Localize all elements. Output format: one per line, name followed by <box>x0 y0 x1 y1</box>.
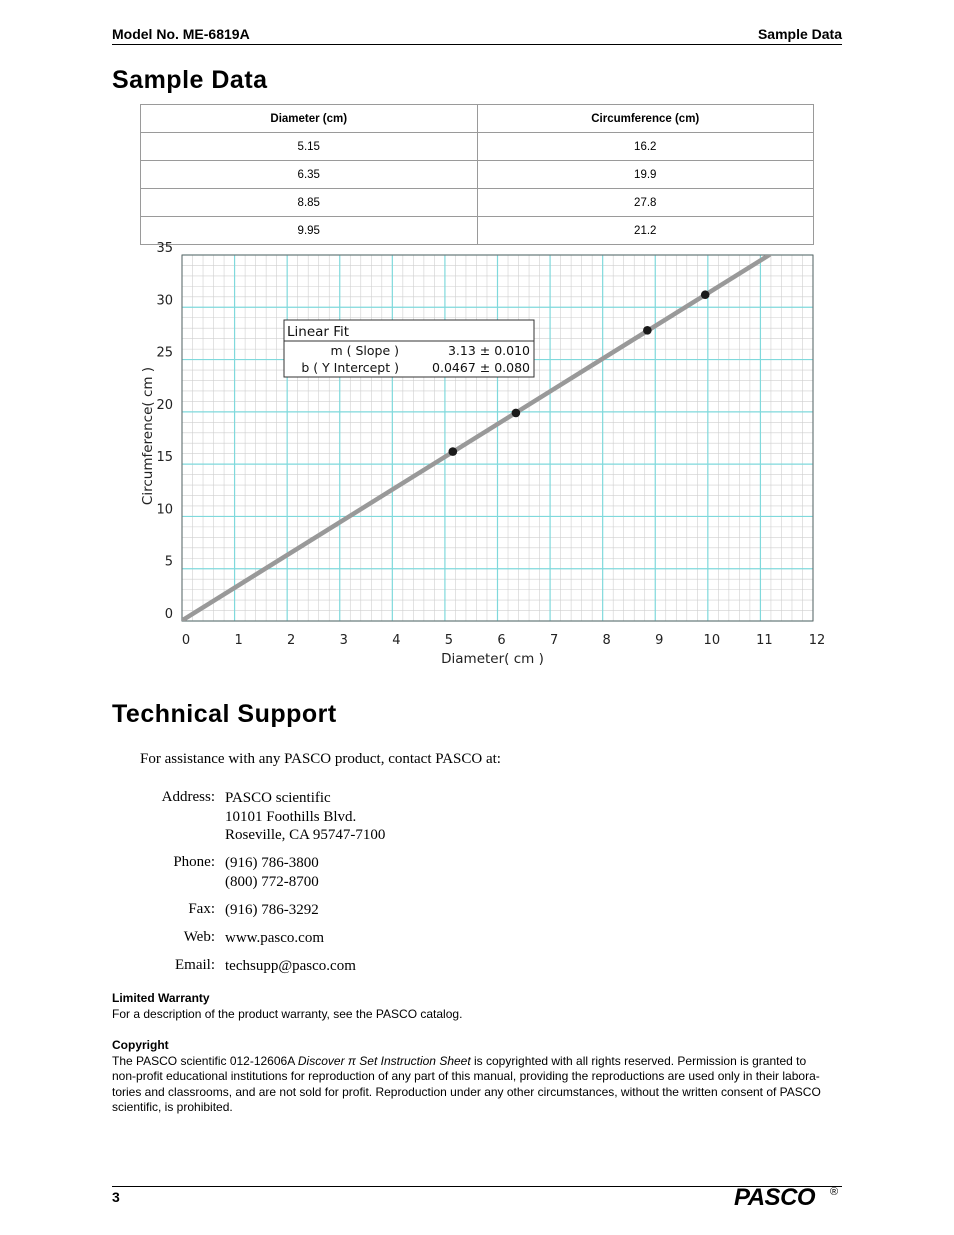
table-cell: 16.2 <box>477 133 814 161</box>
address-value <box>225 789 385 845</box>
technical-support-heading: Technical Support <box>112 700 337 728</box>
y-tick-label: 35 <box>156 241 173 256</box>
web-label: Web: <box>183 929 215 945</box>
linear-fit-param-value: 0.0467 ± 0.080 <box>432 360 530 375</box>
x-axis-label: Diameter( cm ) <box>441 651 544 667</box>
warranty-block <box>112 991 847 1022</box>
address-line: Roseville, CA 95747-7100 <box>225 827 386 843</box>
linear-fit-param-label: m ( Slope ) <box>330 343 399 358</box>
x-tick-label: 11 <box>756 633 773 648</box>
address-line: PASCO scientific <box>225 790 331 806</box>
y-tick-label: 5 <box>164 554 173 570</box>
data-point <box>512 409 521 418</box>
x-tick-label: 7 <box>549 633 559 648</box>
fax-label: Fax: <box>188 901 215 917</box>
table-cell: 6.35 <box>141 161 478 189</box>
running-section-title: Sample Data <box>757 26 842 42</box>
x-tick-label: 1 <box>234 633 243 648</box>
table-cell: 5.15 <box>141 133 478 161</box>
copyright-heading: Copyright <box>112 1038 169 1052</box>
registered-mark: ® <box>830 1186 839 1198</box>
y-tick-label: 15 <box>156 450 173 466</box>
model-number: Model No. ME-6819A <box>112 26 250 42</box>
phone-line: (916) 786-3800 <box>225 855 319 871</box>
copyright-line-1 <box>112 1054 847 1070</box>
linear-fit-title: Linear Fit <box>287 324 350 340</box>
table-cell: 27.8 <box>477 189 814 217</box>
table-cell: 9.95 <box>141 217 478 245</box>
data-point <box>449 447 458 456</box>
y-axis-label: Circumference( cm ) <box>140 366 156 506</box>
warranty-heading: Limited Warranty <box>112 991 210 1005</box>
address-label: Address: <box>161 789 215 805</box>
x-tick-label: 8 <box>602 633 611 648</box>
footer-rule <box>112 1186 842 1187</box>
copyright-text: is copyrighted with all rights reserved. Permission is granted to <box>470 1053 807 1068</box>
support-intro: For assistance with any PASCO product, contact PASCO at: <box>140 751 501 767</box>
copyright-text: The PASCO scientific 012-12606A <box>112 1053 298 1068</box>
column-header-diameter: Diameter (cm) <box>141 105 478 133</box>
copyright-line-3: tories and classrooms, and are not sold for profit. Reproduction under any other circumstances, without the written consent of PASCO <box>112 1084 821 1099</box>
phone-label: Phone: <box>173 854 215 870</box>
phone-value <box>225 854 319 891</box>
y-tick-label: 0 <box>164 607 173 622</box>
x-tick-label: 12 <box>808 633 826 648</box>
x-tick-label: 4 <box>392 633 401 648</box>
x-tick-label: 0 <box>181 633 191 648</box>
x-tick-label: 2 <box>287 633 296 648</box>
copyright-line-2: non-profit educational institutions for reproduction of any part of this manual, providing the reproductions are used only in their labora- <box>112 1069 820 1083</box>
table-cell: 21.2 <box>477 217 814 245</box>
table-cell: 8.85 <box>141 189 478 217</box>
y-tick-label: 25 <box>156 345 173 361</box>
document-title: Discover π Set Instruction Sheet <box>297 1053 471 1068</box>
data-point <box>643 326 652 335</box>
x-tick-label: 9 <box>655 633 664 648</box>
x-tick-label: 5 <box>444 633 454 648</box>
y-tick-label: 10 <box>156 502 173 518</box>
x-tick-label: 3 <box>339 633 348 648</box>
x-tick-label: 6 <box>497 633 506 648</box>
email-label: Email: <box>175 957 215 973</box>
email-link[interactable]: techsupp@pasco.com <box>225 958 356 974</box>
copyright-line-4: scientific, is prohibited. <box>112 1100 233 1114</box>
x-tick-label: 10 <box>703 633 721 648</box>
y-tick-label: 20 <box>156 397 173 413</box>
linear-fit-param-label: b ( Y Intercept ) <box>301 360 399 375</box>
pasco-logo: PASCO <box>734 1184 816 1211</box>
y-tick-label: 30 <box>156 293 173 309</box>
data-point <box>701 290 710 299</box>
web-link[interactable]: www.pasco.com <box>225 930 325 946</box>
fax-value: (916) 786-3292 <box>225 902 319 918</box>
table-cell: 19.9 <box>477 161 814 189</box>
address-line: 10101 Foothills Blvd. <box>225 808 357 825</box>
warranty-text: For a description of the product warranty, see the PASCO catalog. <box>112 1006 463 1021</box>
column-header-circumference: Circumference (cm) <box>477 105 814 133</box>
sample-data-heading: Sample Data <box>112 66 268 94</box>
page-number: 3 <box>112 1189 120 1205</box>
linear-fit-param-value: 3.13 ± 0.010 <box>447 343 530 358</box>
copyright-block <box>112 1038 847 1116</box>
phone-line: (800) 772-8700 <box>225 873 319 890</box>
